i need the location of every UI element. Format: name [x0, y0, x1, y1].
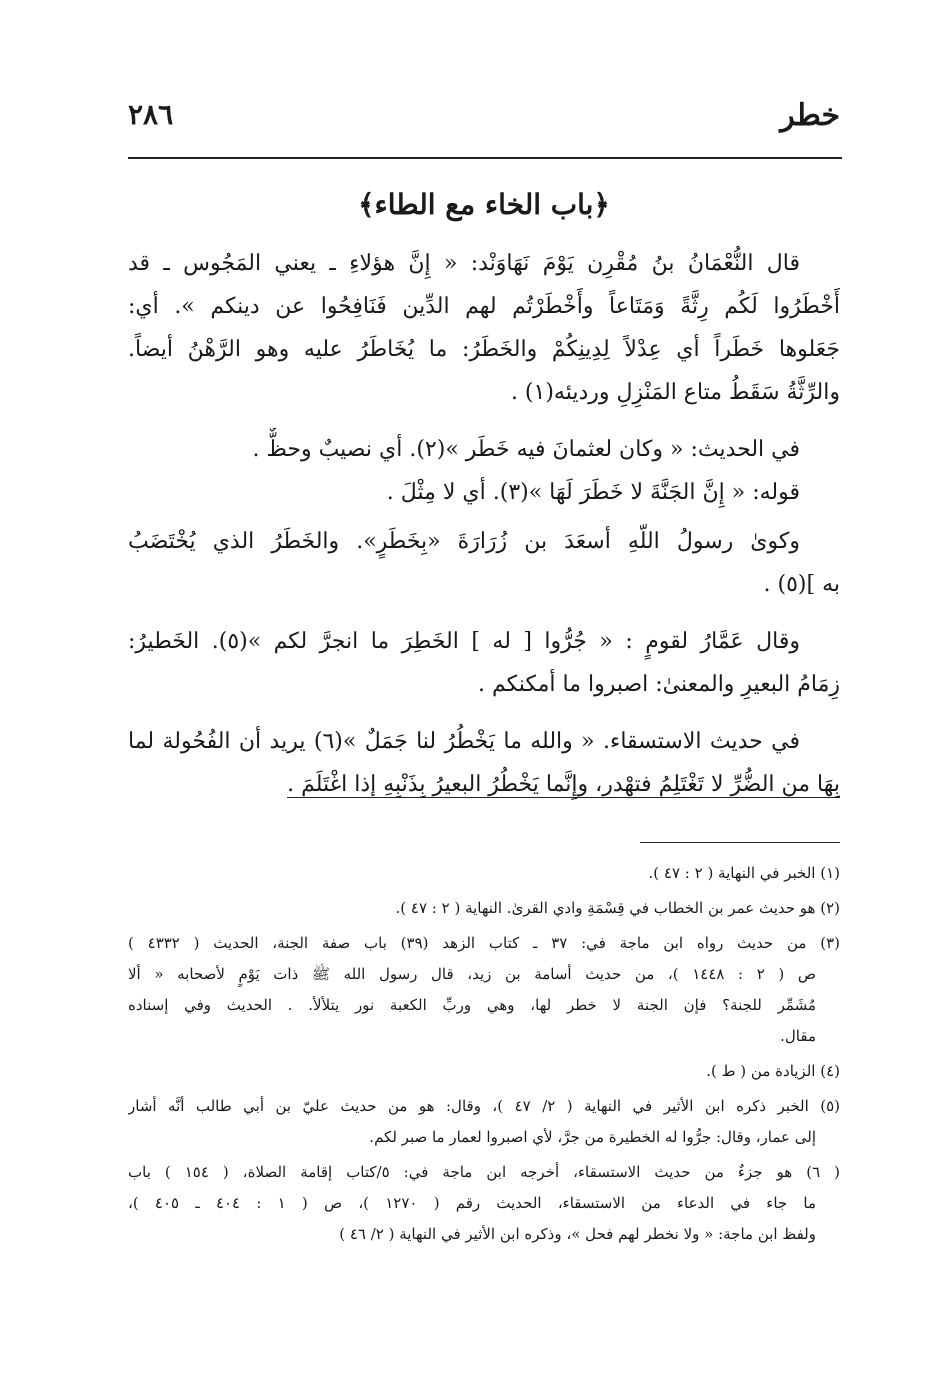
footnote-line: (٤) الزيادة من ( ط ). — [706, 1062, 840, 1080]
text-line: أَخْطَرُوا لَكُم رِثَّةً وَمَتَاعاً وأَخْطَرْتُم لهم الدِّين فَنَافِحُوا عن دينكم ». أي: — [128, 294, 840, 319]
header-rule — [128, 157, 842, 159]
paragraph — [128, 428, 840, 471]
underlined-text: بِهَا من الضُّرِّ لا تَغْتَلِمُ فتهْدر، وإِنَّما يَخْطُرُ البعيرُ بِذَنْبِهِ إذا اغْتَلَمَ . — [287, 772, 840, 797]
running-head: خطر — [780, 98, 840, 133]
footnote-line: مُشَمِّر للجنة؟ فإن الجنة لا خطر لها، وهي وربِّ الكعبة نور يتلألأ. . الحديث وفي إسناده — [128, 996, 816, 1014]
body-text — [128, 242, 840, 820]
text-line: وقال عَمَّارُ لقومٍ : « جُرُّوا [ له ] الخَطِرَ ما انجرَّ لكم »(٥). الخَطيرُ: — [128, 629, 800, 654]
page-number: ٢٨٦ — [128, 98, 174, 131]
paragraph — [128, 720, 840, 806]
footnote-line: مقال. — [780, 1027, 816, 1045]
footnote-rule — [640, 842, 840, 843]
footnote-line: ولفظ ابن ماجة: « ولا نخطر لهم فحل »، وذكره ابن الأثير في النهاية ( ٢/ ٤٦ ) — [339, 1225, 816, 1243]
footnote — [128, 858, 840, 889]
text-line: قوله: « إِنَّ الجَنَّةَ لا خَطَرَ لَهَا »(٣). أي لا مِثْلَ . — [386, 480, 800, 505]
paragraph — [128, 520, 840, 606]
footnotes — [128, 858, 840, 1254]
footnote-line: (٣) من حديث رواه ابن ماجة في: ٣٧ ـ كتاب الزهد (٣٩) باب صفة الجنة، الحديث ( ٤٣٣٢ ) — [128, 934, 840, 952]
text-line: قال النُّعْمَانُ بنُ مُقْرِن يَوْمَ نَهَاوَنْد: « إِنَّ هؤلاءِ ـ يعني المَجُوس ـ قد — [128, 251, 800, 276]
footnote — [128, 1091, 840, 1153]
text-line: به ](٥) . — [763, 572, 840, 597]
text-line — [128, 763, 840, 806]
footnote-line: ما جاء في الدعاء من الاستسقاء، الحديث رقم ( ١٢٧٠ )، ص ( ١ : ٤٠٤ ـ ٤٠٥ )، — [128, 1194, 816, 1212]
footnote-line: (٥) الخبر ذكره ابن الأثير في النهاية ( ٢/ ٤٧ )، وقال: هو من حديث عليّ بن أبي طالب أنَّه أشار — [128, 1097, 840, 1115]
footnote-line: إلى عمار، وقال: جرُّوا له الخطيرة من جرَّ، لأي اصبروا لعمار ما صبر لكم. — [369, 1128, 816, 1146]
text-line: وكوىٰ رسولُ اللّهِ أسعَدَ بن زُرَارَةَ «بِخَطَرٍ». والخَطَرُ الذي يُخْتَضَبُ — [128, 529, 800, 554]
footnote — [128, 1056, 840, 1087]
text-line: والرِّثَّةُ سَقَطُ متاع المَنْزِلِ ورديئه(١) . — [510, 380, 840, 405]
footnote-line: (١) الخبر في النهاية ( ٢ : ٤٧ ). — [648, 864, 840, 882]
footnote-line: ص ( ٢ : ١٤٤٨ )، من حديث أسامة بن زيد، قال رسول الله ﷺ ذات يَوْمٍ لأصحابه « ألا — [128, 965, 816, 983]
page-header — [128, 98, 840, 148]
paragraph — [128, 620, 840, 706]
footnote-line: (٢) هو حديث عمر بن الخطاب في قِسْمَةِ وادي القرىٰ. النهاية ( ٢ : ٤٧ ). — [395, 899, 840, 917]
footnote — [128, 893, 840, 924]
footnote-line: ( ٦) هو جزءٌ من حديث الاستسقاء، أخرجه ابن ماجة في: ٥/كتاب إقامة الصلاة، ( ١٥٤ ) باب — [128, 1163, 840, 1181]
text-line: زِمَامُ البعيرِ والمعنىٰ: اصبروا ما أمكنكم . — [478, 672, 840, 697]
text-line: جَعَلوها خَطَراً أي عِدْلاً لِدِينِكُمْ والخَطَرُ: ما يُخَاطَرُ عليه وهو الرَّهْنُ أيضاً. — [128, 337, 840, 362]
footnote — [128, 1157, 840, 1250]
paragraph — [128, 471, 840, 514]
text-line: في الحديث: « وكان لعثمانَ فيه خَطَر »(٢). أي نصيبٌ وحظٌّ . — [252, 437, 800, 462]
text-line: في حديث الاستسقاء. « والله ما يَخْطُرُ لنا جَمَلٌ »(٦) يريد أن الفُحُولة لما — [128, 729, 801, 754]
paragraph — [128, 242, 840, 414]
footnote — [128, 928, 840, 1052]
section-title: ﴿باب الخاء مع الطاء﴾ — [358, 188, 610, 221]
